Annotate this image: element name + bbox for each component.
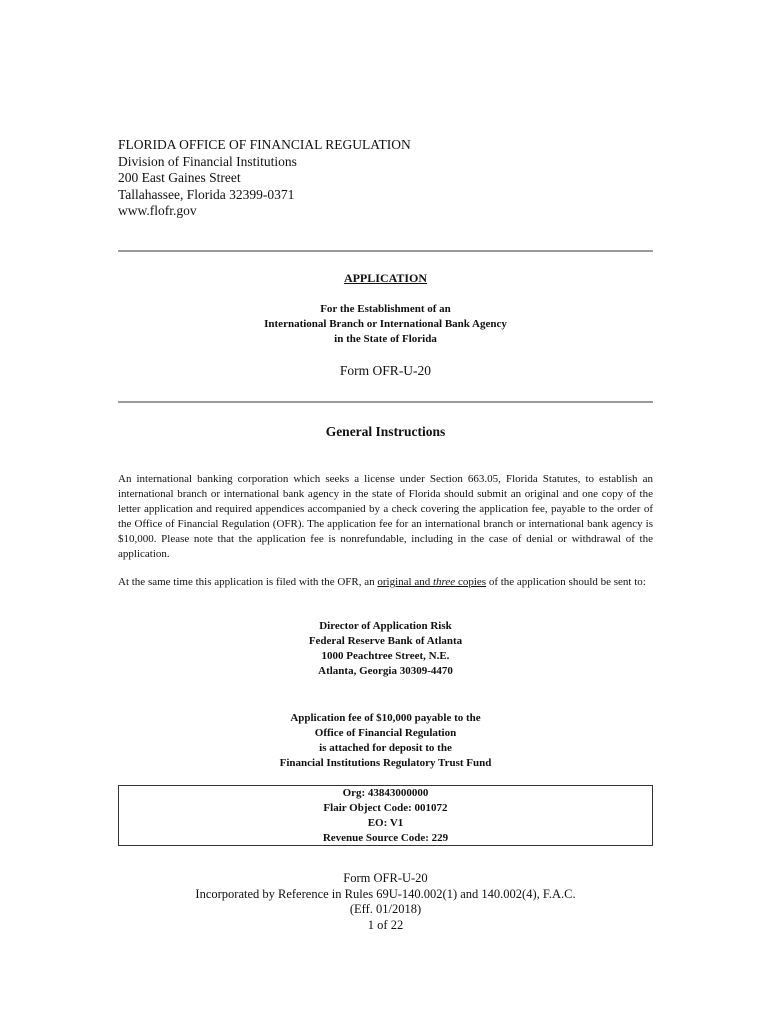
underlined-three: three [433,576,456,588]
application-subtitle [118,302,653,347]
website: www.flofr.gov [118,203,197,218]
fee-line: Office of Financial Regulation [314,727,457,739]
street-address: 200 East Gaines Street [118,170,241,185]
eo-code: EO: V1 [367,817,404,829]
recipient-address [118,619,653,679]
recipient-line: Atlanta, Georgia 30309-4470 [318,665,453,677]
recipient-line: Federal Reserve Bank of Atlanta [308,635,463,647]
footer-form-number: Form OFR-U-20 [343,871,428,885]
paragraph2-underlined [377,576,486,588]
flair-object-code: Flair Object Code: 001072 [323,802,448,814]
underlined-original: original and [377,576,433,588]
division-name: Division of Financial Institutions [118,153,297,169]
paragraph2-text-end: of the application should be sent to: [486,576,646,588]
revenue-source-code: Revenue Source Code: 229 [322,832,449,844]
agency-header [118,137,411,220]
paragraph2-text: At the same time this application is filed with the OFR, an [118,576,378,588]
subtitle-line: For the Establishment of an [320,303,451,315]
fee-notice [118,711,653,771]
subtitle-line: International Branch or International Bank Agency [264,318,507,330]
recipient-line: Director of Application Risk [319,620,452,632]
fee-line: Application fee of $10,000 payable to the [290,712,481,724]
divider-middle [118,401,653,403]
subtitle-line: in the State of Florida [334,333,437,345]
instructions-paragraph-1: An international banking corporation which seeks a license under Section 663.05, Florida Statutes, to establish an international branch or international bank agency in the state of Florida should submit an original and one copy of the letter application and required appendices accompanied by a check covering the application fee, payable to the order of the Office of Financial Regulation (OFR). The application fee for an international branch or international bank agency is $10,000. Please note that the application fee is nonrefundable, including in the case of denial or withdrawal of the application. [118,473,653,560]
instructions-paragraph-2 [118,575,653,590]
general-instructions-heading: General Instructions [325,424,446,439]
fee-line: Financial Institutions Regulatory Trust Fund [279,757,492,769]
form-number: Form OFR-U-20 [339,363,432,378]
divider-top [118,250,653,252]
agency-name: FLORIDA OFFICE OF FINANCIAL REGULATION [118,137,411,152]
recipient-line: 1000 Peachtree Street, N.E. [321,650,450,662]
page-number: 1 of 22 [367,917,404,932]
footer-rule-reference: Incorporated by Reference in Rules 69U-140.002(1) and 140.002(4), F.A.C. [195,886,576,901]
org-code: Org: 43843000000 [342,787,429,799]
city-state-zip: Tallahassee, Florida 32399-0371 [118,186,295,202]
fee-line: is attached for deposit to the [319,742,452,754]
codes-box [118,785,653,846]
application-title: APPLICATION [343,271,428,285]
page-footer [118,871,653,933]
footer-effective-date: (Eff. 01/2018) [349,902,422,916]
underlined-copies: copies [455,576,487,588]
